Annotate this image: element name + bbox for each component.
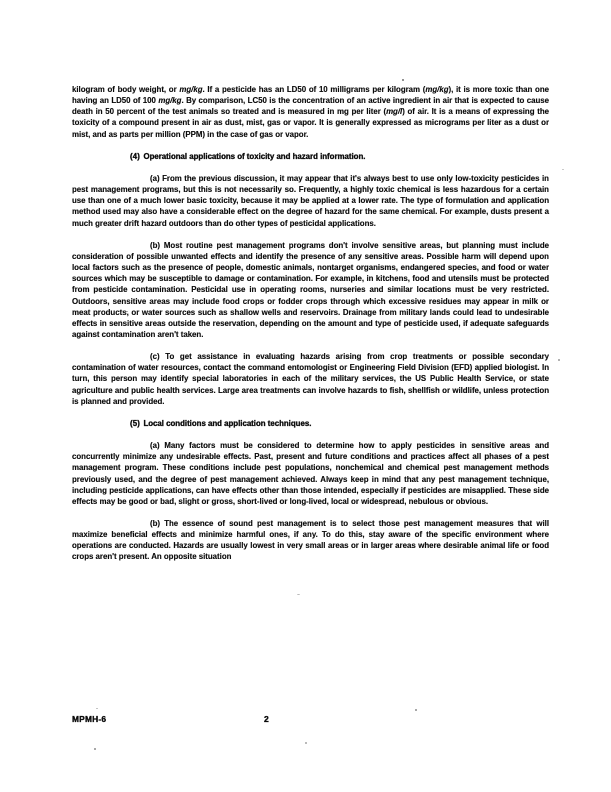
document-body — [72, 84, 549, 563]
paragraph-spacer — [72, 507, 549, 518]
paragraph-continued-toxicity-units: kilogram of body weight, or mg/kg. If a pesticide has an LD50 of 10 milligrams per kilogram (mg/kg), it is more toxic than one having an LD50 of 100 mg/kg. By comparison, LC50 is the concentration of an active ingredient in air that is expected to cause death in 50 percent of the test animals so treated and is measured in mg per liter (mg/l) of air. It is a means of expressing the toxicity of a compound present in air as dust, mist, gas or vapor. It is generally expressed as micrograms per liter as a dust or mist, and as parts per million (PPM) in the case of gas or vapor. — [72, 85, 549, 139]
paragraph-4a-low-toxicity-pesticides: (a) From the previous discussion, it may appear that it's always best to use only low-toxicity pesticides in pest management programs, but this is not necessarily so. Frequently, a highly toxic chemical is less hazardous for a certain use than one of a much lower basic toxicity, because it may be applied at a lower rate. The type of formulation and application method used may also have a considerable effect on the degree of hazard for the same chemical. For example, dusts present a much greater drift hazard outdoors than do other types of pesticidal applications. — [72, 173, 549, 228]
scan-artifact-speck — [94, 748, 96, 750]
scan-artifact-speck — [562, 169, 564, 170]
heading-5-local-conditions: (5) Local conditions and application techniques. — [130, 418, 312, 428]
paragraph-spacer — [72, 229, 549, 240]
page-footer — [72, 714, 549, 728]
scan-artifact-speck — [558, 359, 560, 361]
scan-artifact-speck — [415, 709, 417, 711]
scan-artifact-speck — [305, 742, 307, 744]
document-identifier: MPMH-6 — [72, 714, 107, 724]
paragraph-spacer — [72, 429, 549, 440]
paragraph-spacer — [72, 162, 549, 173]
scan-artifact-speck — [96, 708, 98, 709]
page-number: 2 — [264, 714, 269, 724]
scan-artifact-speck — [297, 594, 300, 595]
paragraph-5b-essence-of-sound-pest-management: (b) The essence of sound pest management is to select those pest management measures that will maximize beneficial effects and minimize harmful ones, if any. To do this, stay aware of the specific environment where operations are conducted. Hazards are usually lowest in very small areas or in larger areas where desirable animal life or food crops aren't present. An opposite situation — [72, 519, 549, 562]
heading-4-operational-applications: (4) Operational applications of toxicity and hazard information. — [130, 151, 366, 161]
paragraph-4b-sensitive-areas-planning: (b) Most routine pest management programs don't involve sensitive areas, but planning must include consideration of possible unwanted effects and identify the presence of any sensitive areas. Possible harm will depend upon local factors such as the presence of people, domestic animals, nontarget organisms, endangered species, and food or water sources which may be susceptible to damage or contamination. For example, in kitchens, food and utensils must be protected from pesticide contamination. Pesticidal use in operating rooms, nurseries and similar locations must be very restricted. Outdoors, sensitive areas may include food crops or fodder crops through which excessive residues may appear in milk or meat products, or water sources such as shallow wells and reservoirs. Drainage from military lands could lead to undesirable effects in sensitive areas outside the reservation, depending on the amount and type of pesticide used, if adequate safeguards against contamination aren't taken. — [72, 240, 549, 339]
paragraph-5a-many-factors: (a) Many factors must be considered to determine how to apply pesticides in sensitive areas and concurrently minimize any undesirable effects. Past, present and future conditions and practices affect all phases of a pest management program. These conditions include pest populations, nonchemical and chemical pest management methods previously used, and the degree of pest management achieved. Always keep in mind that any pest management technique, including pesticide applications, can have effects other than those intended, especially if pesticides are misapplied. These side effects may be good or bad, slight or gross, short-lived or long-lived, local or widespread, nebulous or obvious. — [72, 441, 549, 506]
paragraph-spacer — [72, 140, 549, 151]
paragraph-4c-assistance-evaluating-hazards: (c) To get assistance in evaluating hazards arising from crop treatments or possible secondary contamination of water resources, contact the command entomologist or Engineering Field Division (EFD) applied biologist. In turn, this person may identify special laboratories in each of the military services, the US Public Health Service, or state agriculture and public health services. Large area treatments can involve hazards to fish, shellfish or wildlife, unless protection is planned and provided. — [72, 352, 549, 406]
paragraph-spacer — [72, 407, 549, 418]
scan-artifact-speck — [402, 79, 404, 81]
paragraph-spacer — [72, 340, 549, 351]
